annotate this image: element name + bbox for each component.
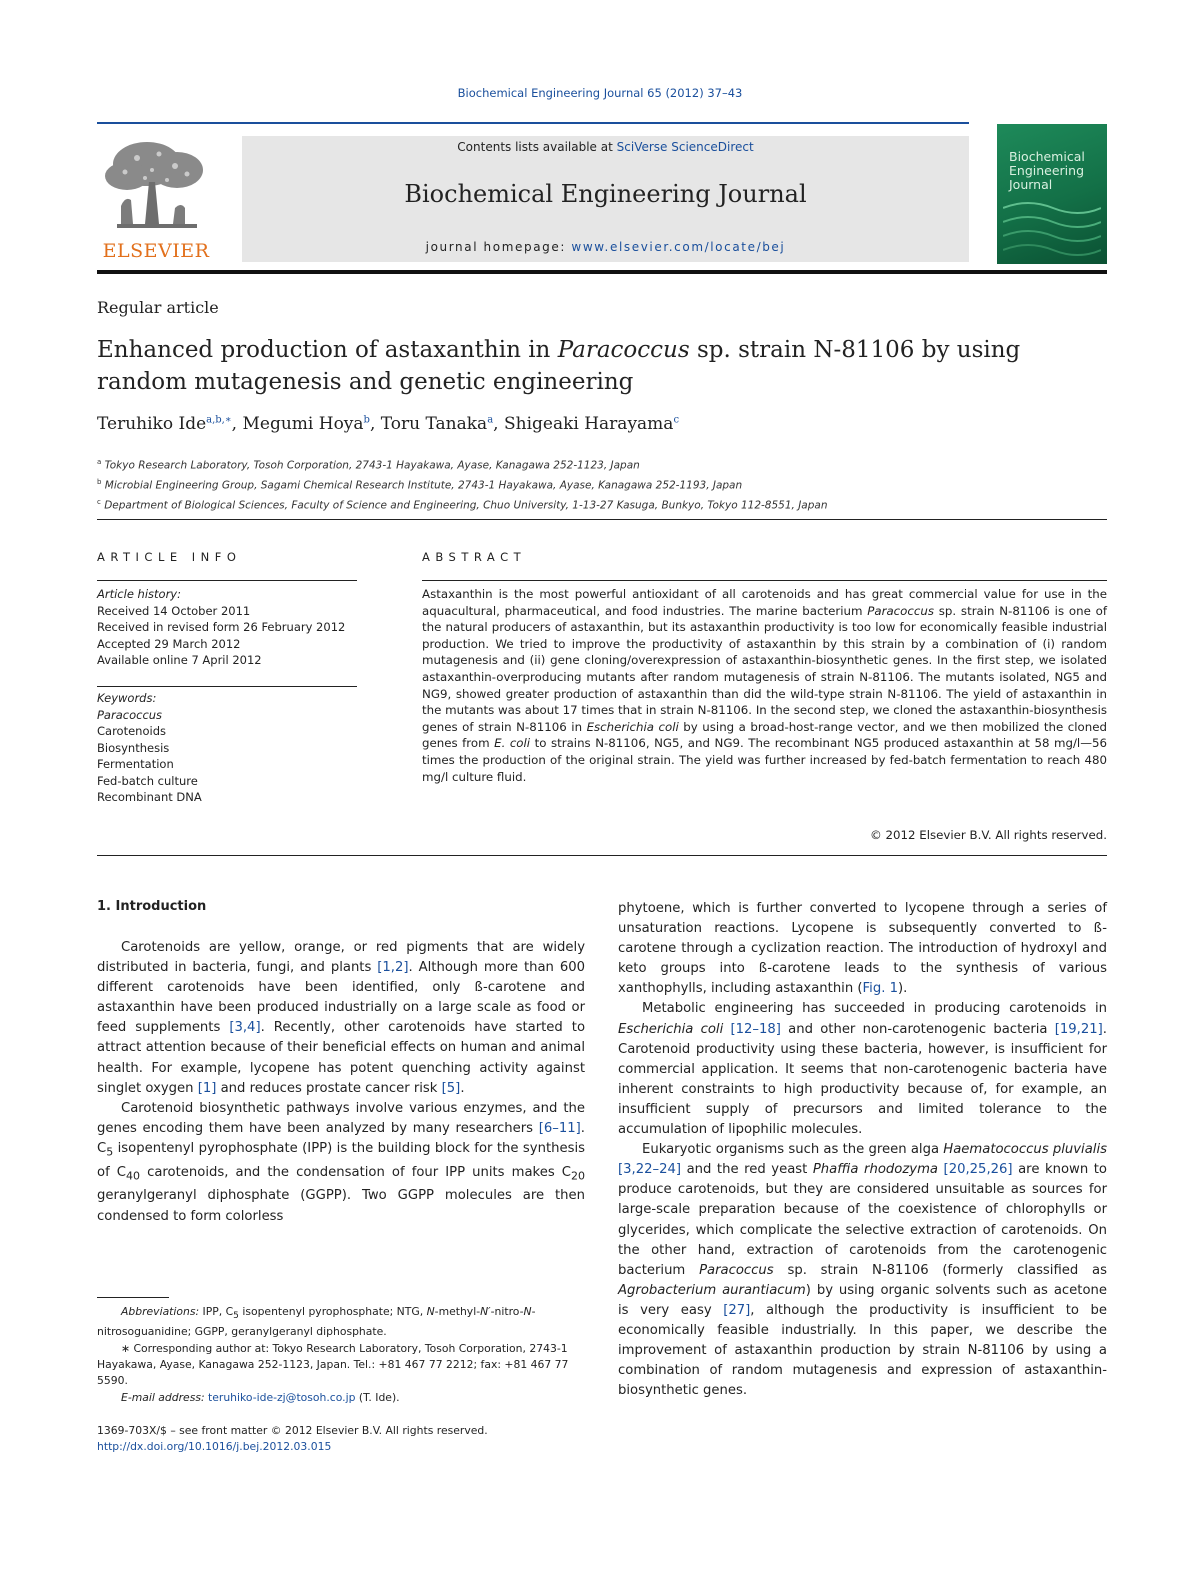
- footnote-mark: ∗: [121, 1341, 131, 1355]
- italic-run: Agrobacterium aurantiacum: [618, 1282, 806, 1298]
- running-head[interactable]: Biochemical Engineering Journal 65 (2012) 37–43: [457, 86, 743, 100]
- abstract-run: Astaxanthin is the most powerful antioxidant of all carotenoids and has great commercial value for use in the aquacultural, pharmaceutical, and food industries. The marine bacterium: [422, 587, 1107, 618]
- keyword-item: Biosynthesis: [97, 740, 170, 755]
- keywords: [97, 690, 357, 806]
- footnote-label: Abbreviations:: [121, 1305, 200, 1318]
- author-sep: ,: [493, 414, 504, 434]
- keywords-rule: [97, 686, 357, 687]
- italic-run: N: [426, 1305, 435, 1318]
- text-run: , although the productivity is insufficient to be economically feasible industrially. In this paper, we describe the improvement of astaxanthin production by strain N-81106 by using a combination of random mutagenesis and expression of astaxanthin-biosynthetic genes.: [618, 1302, 1107, 1399]
- abstract-italic: Paracoccus: [867, 603, 934, 618]
- author-name: Teruhiko Ide: [97, 414, 207, 434]
- citation-link[interactable]: [12–18]: [723, 1021, 781, 1037]
- footnote-abbreviations: [97, 1304, 585, 1341]
- text-run: ).: [897, 981, 908, 997]
- footnotes: [97, 1304, 585, 1406]
- citation-link[interactable]: [27]: [723, 1302, 751, 1318]
- contents-line: [242, 140, 969, 154]
- history-item: Accepted 29 March 2012: [97, 636, 241, 651]
- author-sep: ,: [231, 414, 243, 434]
- header-divider: [97, 519, 1107, 520]
- affiliation-item: [97, 494, 1107, 514]
- citation-link[interactable]: [5]: [441, 1080, 461, 1096]
- abstract-heading: ABSTRACT: [422, 550, 527, 564]
- sciencedirect-link[interactable]: SciVerse ScienceDirect: [616, 140, 754, 154]
- author-list: [97, 414, 679, 434]
- author-name: Shigeaki Harayama: [503, 414, 674, 434]
- text-run: . Although more than 600 different carotenoids have been identified, only ß-carotene and astaxanthin have been produced industrially on a large scale as food or feed supplements: [97, 960, 585, 1036]
- journal-cover-image[interactable]: [997, 124, 1107, 264]
- author-affil-link[interactable]: a: [487, 414, 494, 426]
- author-name: Toru Tanaka: [380, 414, 488, 434]
- keywords-label: Keywords:: [97, 691, 157, 705]
- affiliation-item: [97, 474, 1107, 494]
- author-affil-link[interactable]: a,b,∗: [206, 414, 232, 426]
- text-run: and the red yeast: [681, 1162, 813, 1178]
- title-italic: Paracoccus: [557, 337, 690, 363]
- abstract-italic: E. coli: [494, 736, 531, 751]
- citation-link[interactable]: [3,22–24]: [618, 1162, 682, 1178]
- abstract-italic: Escherichia coli: [586, 719, 679, 734]
- text-run: .: [460, 1080, 465, 1096]
- contents-prefix: Contents lists available at: [457, 140, 617, 154]
- figure-link[interactable]: Fig. 1: [862, 981, 898, 997]
- footnote-rule: [97, 1297, 169, 1298]
- text-run: Carotenoids are yellow, orange, or red pigments that are widely distributed in bacteria, fungi, and plants: [97, 940, 585, 976]
- paragraph: [618, 899, 1107, 999]
- masthead-bottom-rule: [97, 270, 1107, 274]
- abstract-run: by using a broad-host-range vector, and we then mobilized the cloned genes from: [422, 719, 1107, 751]
- text-run: phytoene, which is further converted to lycopene through a series of unsaturation reactions. Lycopene is subsequently converted to ß-carotene through a cyclization reaction. The introduction of hydroxyl and keto groups into ß-carotene leads to the synthesis of various xanthophylls, including astaxanthin (: [618, 901, 1107, 997]
- text-run: sp. strain N-81106 (formerly classified as: [773, 1262, 1107, 1278]
- doi-link[interactable]: http://dx.doi.org/10.1016/j.bej.2012.03.015: [97, 1440, 332, 1454]
- keyword-item: Fed-batch culture: [97, 773, 198, 788]
- history-item: Available online 7 April 2012: [97, 653, 262, 667]
- history-label: Article history:: [97, 587, 181, 601]
- affiliation-text: Department of Biological Sciences, Faculty of Science and Engineering, Chuo University, 1-13-27 Kasuga, Bunkyo, Tokyo 112-8551, Japan: [104, 499, 828, 512]
- text-run: geranylgeranyl diphosphate (GGPP). Two GGPP molecules are then condensed to form colorless: [97, 1188, 585, 1224]
- paragraph: [618, 1140, 1107, 1401]
- text-run: Metabolic engineering has succeeded in producing carotenoids in: [642, 1001, 1107, 1017]
- body-column-left: [97, 938, 585, 1227]
- tree-logo-icon: [97, 136, 215, 236]
- citation-link[interactable]: [1]: [197, 1080, 217, 1096]
- cover-pattern-icon: [1003, 198, 1101, 256]
- affiliation-mark: a: [97, 458, 102, 466]
- history-item: Received 14 October 2011: [97, 603, 251, 618]
- text-run: carotenoids, and the condensation of four IPP units makes C: [140, 1164, 571, 1180]
- footnote-corresponding: [97, 1341, 585, 1390]
- citation-link[interactable]: [6–11]: [538, 1120, 581, 1136]
- citation-link[interactable]: [3,4]: [229, 1020, 261, 1036]
- citation-link[interactable]: [1,2]: [377, 960, 409, 976]
- body-column-right: [618, 899, 1107, 1401]
- author-affil-link[interactable]: b: [363, 414, 370, 426]
- text-run: and reduces prostate cancer risk: [216, 1080, 442, 1096]
- history-item: Received in revised form 26 February 2012: [97, 620, 346, 634]
- title-text-2: sp. strain N-81106 by using random mutagenesis and genetic engineering: [97, 337, 1021, 395]
- journal-homepage-link[interactable]: www.elsevier.com/locate/bej: [571, 240, 786, 254]
- keyword-item: Recombinant DNA: [97, 790, 202, 804]
- affiliation-mark: c: [97, 498, 101, 506]
- abstract-bottom-rule: [97, 855, 1107, 856]
- abstract-copyright: © 2012 Elsevier B.V. All rights reserved.: [869, 828, 1107, 842]
- abstract-text: [422, 586, 1107, 785]
- journal-banner: [242, 136, 969, 262]
- abstract-rule: [422, 580, 1107, 581]
- subscript: 5: [106, 1145, 114, 1159]
- section-heading-introduction: 1. Introduction: [97, 899, 207, 914]
- journal-title: Biochemical Engineering Journal: [404, 180, 807, 208]
- footnote-email: [97, 1390, 585, 1406]
- text-run: -methyl-: [434, 1305, 481, 1318]
- issn-line: 1369-703X/$ – see front matter © 2012 Elsevier B.V. All rights reserved.: [97, 1424, 488, 1437]
- citation-link[interactable]: [20,25,26]: [938, 1162, 1013, 1178]
- subscript: 20: [570, 1169, 585, 1183]
- issn-block: [97, 1423, 585, 1456]
- keyword-item: Paracoccus: [97, 707, 163, 722]
- italic-run: Phaffia rhodozyma: [812, 1162, 938, 1178]
- text-run: isopentenyl pyrophosphate; NTG,: [238, 1305, 427, 1318]
- title-text-1: Enhanced production of astaxanthin in: [97, 337, 558, 363]
- italic-run: Haematococcus pluvialis: [943, 1142, 1107, 1158]
- paragraph: [97, 1099, 585, 1227]
- text-run: . C: [97, 1120, 585, 1156]
- article-info-heading: ARTICLE INFO: [97, 550, 242, 564]
- homepage-prefix: journal homepage:: [425, 240, 572, 254]
- paragraph: [97, 938, 585, 1099]
- text-run: . Carotenoid productivity using these bacteria, however, is insufficient for commercial application. It seems that non-carotenogenic bacteria have inherent constraints to high productivity because of, for example, an insufficient supply of precursors and limited tolerance to the accumulation of lipophilic molecules.: [618, 1021, 1107, 1138]
- publisher-name: ELSEVIER: [102, 240, 210, 262]
- affiliation-text: Microbial Engineering Group, Sagami Chemical Research Institute, 2743-1 Hayakawa, Ayase, Kanagawa 252-1193, Japan: [104, 479, 743, 492]
- article-title: [97, 334, 1097, 398]
- affiliation-text: Tokyo Research Laboratory, Tosoh Corporation, 2743-1 Hayakawa, Ayase, Kanagawa 252-1123, Japan: [104, 459, 640, 472]
- text-run: -nitrosoguanidine; GGPP, geranylgeranyl diphosphate.: [97, 1305, 536, 1339]
- cover-title: Biochemical Engineering Journal: [1009, 149, 1085, 192]
- affiliations: [97, 454, 1107, 514]
- footnote-label: E-mail address:: [121, 1390, 205, 1404]
- text-run: Eukaryotic organisms such as the green alga: [642, 1142, 944, 1158]
- text-run: are known to produce carotenoids, but they are considered unsuitable as sources for large-scale preparation because of the coexistence of chlorophylls or glycerides, which complicate the selective extraction of carotenoids. On the other hand, extraction of carotenoids from the carotenogenic bacterium: [618, 1162, 1107, 1278]
- text-run: . Recently, other carotenoids have started to attract attention because of their beneficial effects on human and animal health. For example, lycopene has potent quenching activity against singlet oxygen: [97, 1020, 586, 1096]
- author-affil-link[interactable]: c: [673, 414, 680, 426]
- keyword-item: Fermentation: [97, 757, 174, 771]
- text-run: IPP, C: [199, 1305, 234, 1318]
- italic-run: Paracoccus: [699, 1262, 774, 1278]
- subscript: 40: [126, 1169, 140, 1183]
- article-type: Regular article: [97, 298, 219, 317]
- author-name: Megumi Hoya: [242, 414, 364, 434]
- affiliation-mark: b: [97, 478, 102, 486]
- italic-run: N: [523, 1305, 532, 1318]
- text-run: and other non-carotenogenic bacteria: [780, 1021, 1055, 1037]
- publisher-logo: [97, 136, 215, 266]
- author-sep: ,: [369, 414, 381, 434]
- masthead-top-rule: [97, 122, 969, 124]
- affiliation-item: [97, 454, 1107, 474]
- italic-run: Escherichia coli: [618, 1021, 724, 1037]
- text-run: -nitro-: [490, 1305, 524, 1318]
- homepage-line: [242, 240, 969, 254]
- subscript: 5: [233, 1311, 239, 1322]
- abstract-run: to strains N-81106, NG5, and NG9. The recombinant NG5 produced astaxanthin at 58 mg/l—56 times the production of the original strain. The yield was further increased by fed-batch fermentation to reach 480 mg/l culture fluid.: [422, 736, 1108, 784]
- text-run: ) by using organic solvents such as acetone is very easy: [618, 1282, 1107, 1318]
- text-run: Corresponding author at: Tokyo Research Laboratory, Tosoh Corporation, 2743-1 Hayakawa, Ayase, Kanagawa 252-1123, Japan. Tel.: +81 467 77 2212; fax: +81 467 77 5590.: [97, 1341, 569, 1388]
- keyword-item: Carotenoids: [97, 724, 166, 738]
- article-history: [97, 586, 357, 669]
- email-link[interactable]: teruhiko-ide-zj@tosoh.co.jp: [208, 1390, 356, 1404]
- article-info-rule: [97, 580, 357, 581]
- citation-link[interactable]: [19,21]: [1054, 1021, 1103, 1037]
- abstract-run: sp. strain N-81106 is one of the natural producers of astaxanthin, but its astaxanthin productivity is too low for economically feasible industrial production. We tried to improve the productivity of astaxanthin by this strain by a combination of (i) random mutagenesis and (ii) gene cloning/overexpression of astaxanthin-biosynthetic genes. In the first step, we isolated astaxanthin-overproducing mutants after random mutagenesis of strain N-81106. The mutants isolated, NG5 and NG9, showed greater production of astaxanthin than did the wild-type strain N-81106. The yield of astaxanthin in the mutants was about 17 times that in strain N-81106. In the second step, we cloned the astaxanthin-biosynthesis genes of strain N-81106 in: [422, 603, 1107, 734]
- text-run: Carotenoid biosynthetic pathways involve various enzymes, and the genes encoding them have been analyzed by many researchers: [97, 1100, 585, 1136]
- text-run: (T. Ide).: [355, 1390, 400, 1404]
- italic-run: N′: [480, 1305, 491, 1318]
- paragraph: [618, 999, 1107, 1140]
- text-run: isopentenyl pyrophosphate (IPP) is the building block for the synthesis of C: [97, 1140, 585, 1180]
